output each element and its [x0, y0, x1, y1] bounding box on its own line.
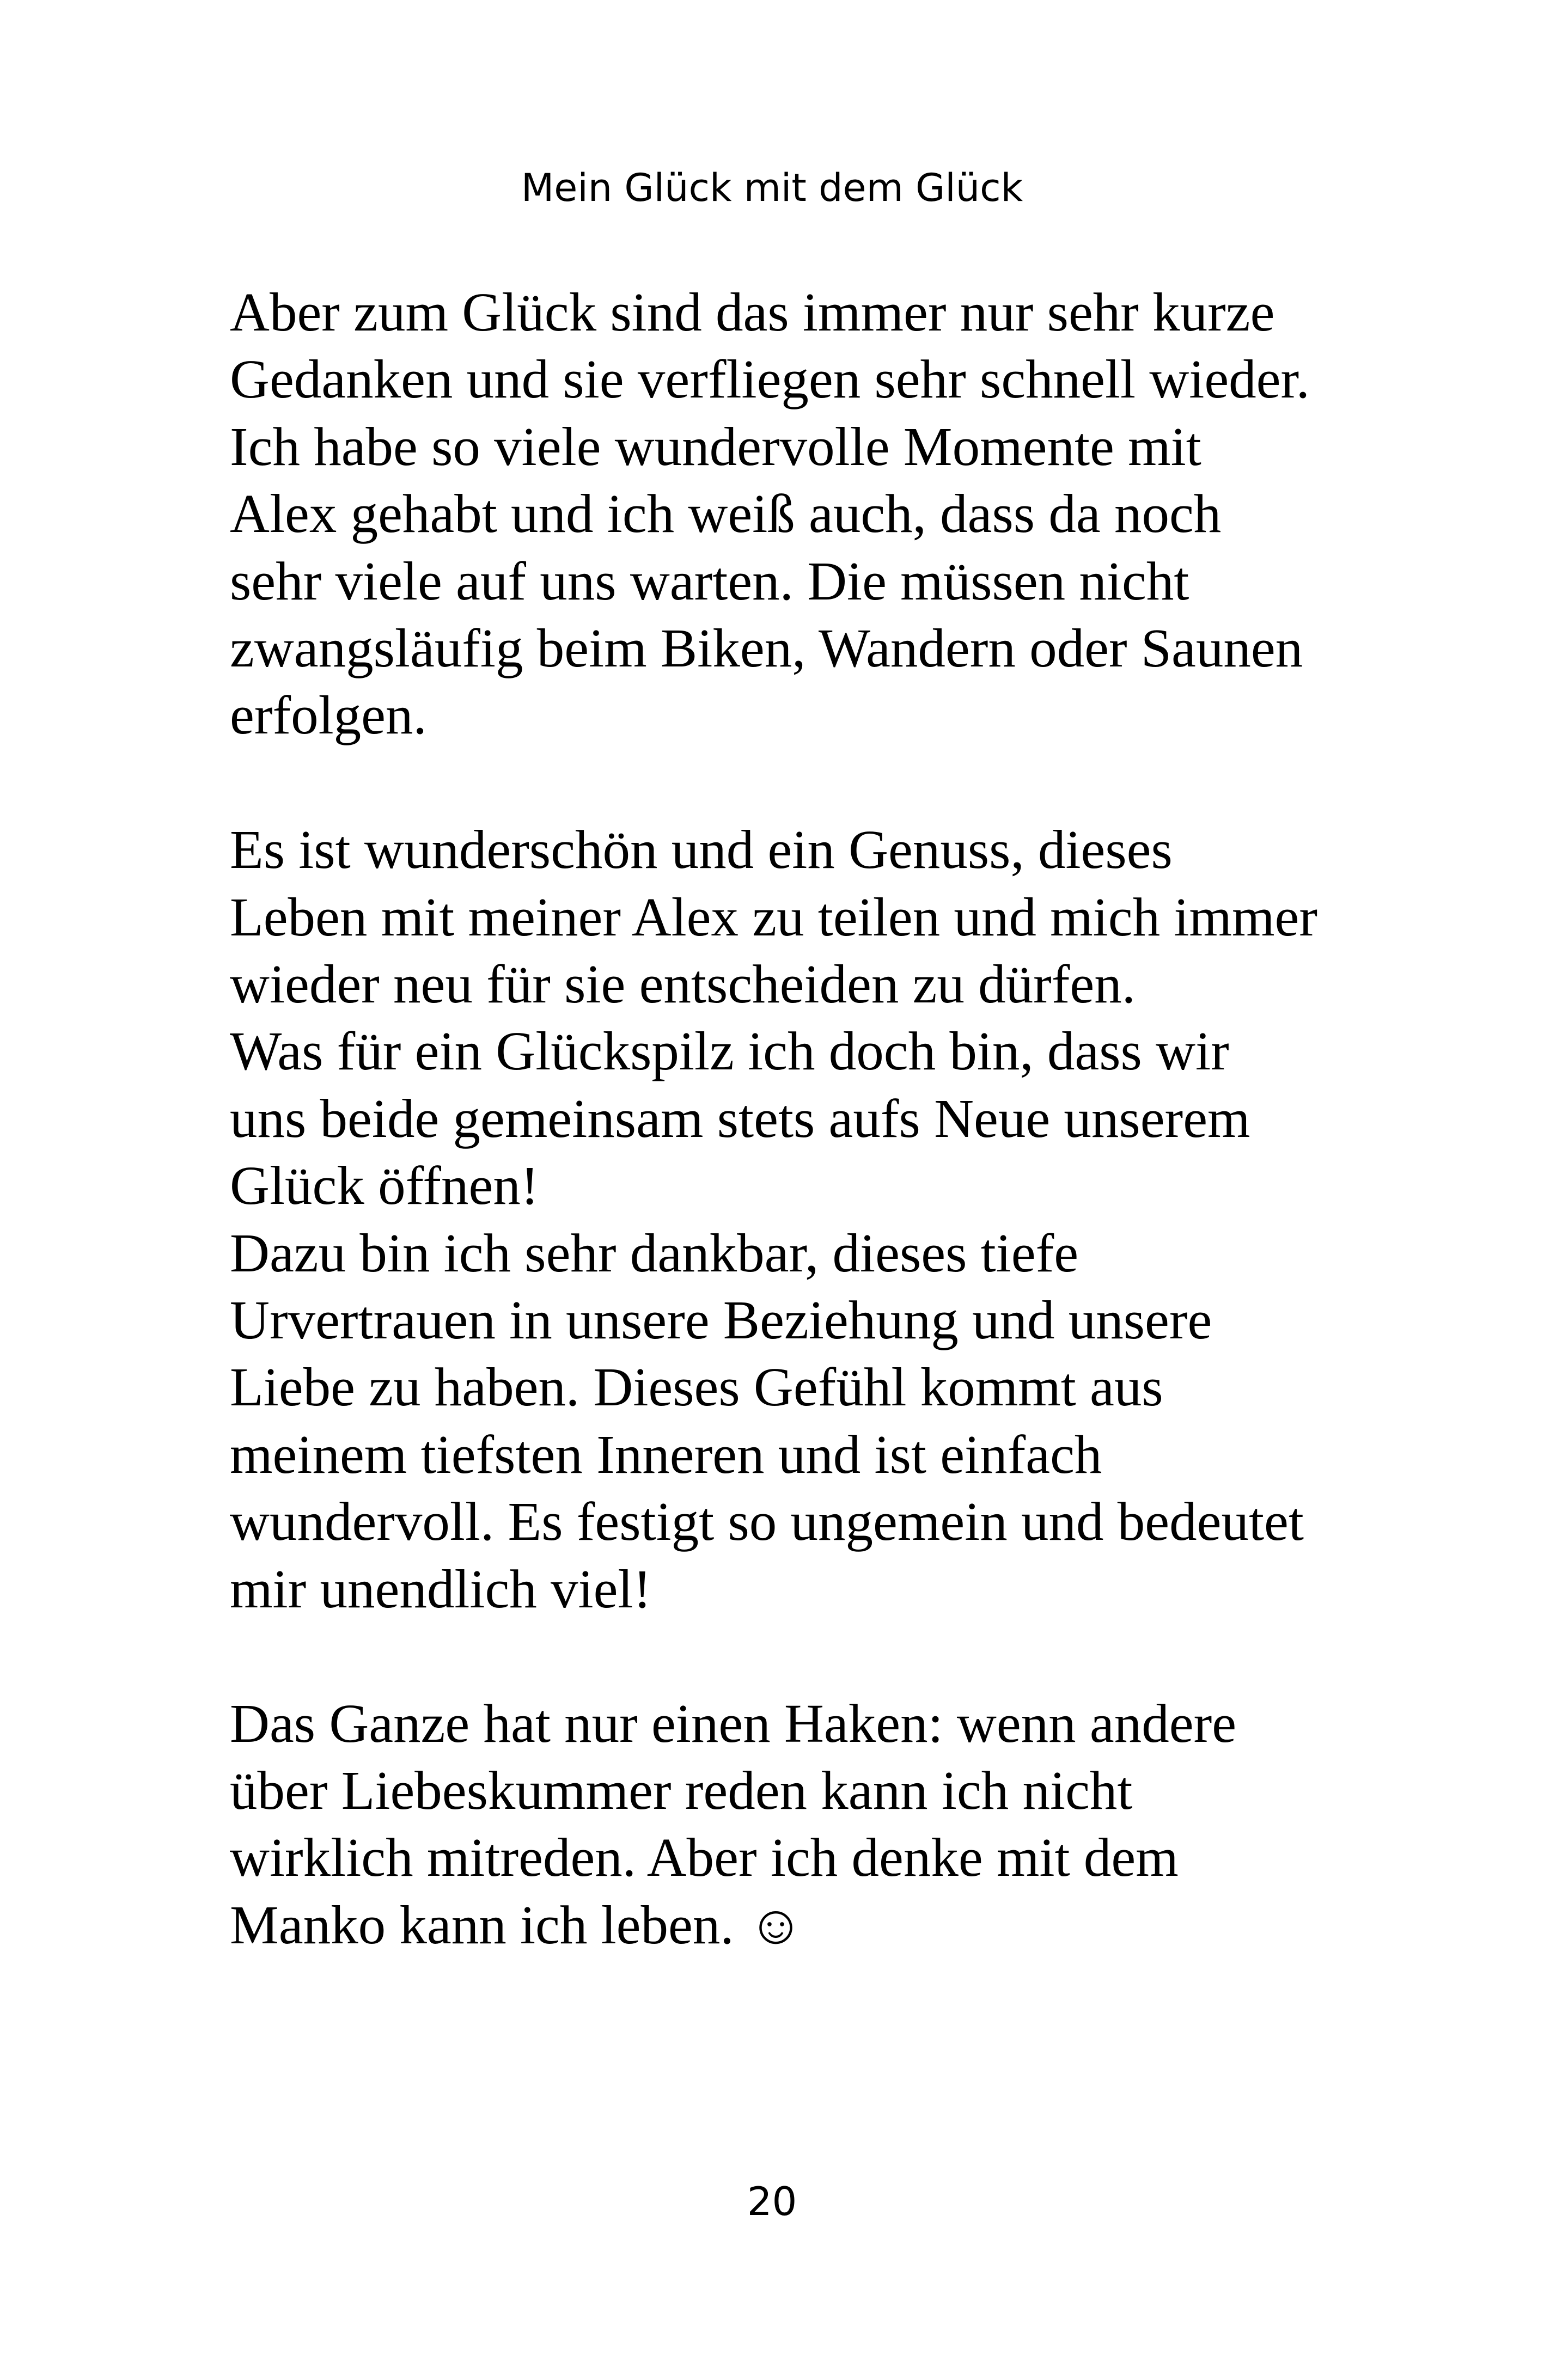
text-line: Alex gehabt und ich weiß auch, dass da noch	[230, 483, 1222, 544]
text-line: uns beide gemeinsam stets aufs Neue unserem	[230, 1087, 1250, 1149]
paragraph	[230, 816, 1352, 1623]
running-header: Mein Glück mit dem Glück	[521, 166, 1023, 210]
paragraph	[230, 279, 1352, 749]
text-line: Glück öffnen!	[230, 1155, 539, 1216]
text-line: Ich habe so viele wundervolle Momente mit	[230, 415, 1201, 477]
paragraph	[230, 1690, 1352, 1959]
page-number: 20	[747, 2179, 797, 2224]
text-line: wieder neu für sie entscheiden zu dürfen.	[230, 953, 1136, 1015]
text-line: Manko kann ich leben. ☺	[230, 1894, 804, 1955]
text-line: Was für ein Glückspilz ich doch bin, dass wir	[230, 1020, 1229, 1082]
text-line: erfolgen.	[230, 684, 427, 746]
text-line: Dazu bin ich sehr dankbar, dieses tiefe	[230, 1222, 1079, 1283]
text-line: zwangsläufig beim Biken, Wandern oder Saunen	[230, 617, 1303, 679]
text-line: Liebe zu haben. Dieses Gefühl kommt aus	[230, 1356, 1163, 1418]
text-line: Es ist wunderschön und ein Genuss, dieses	[230, 819, 1173, 880]
text-line: wirklich mitreden. Aber ich denke mit dem	[230, 1827, 1179, 1888]
text-line: mir unendlich viel!	[230, 1558, 652, 1619]
text-line: Gedanken und sie verfliegen sehr schnell wieder.	[230, 348, 1310, 410]
text-line: meinem tiefsten Inneren und ist einfach	[230, 1423, 1102, 1485]
text-line: Urvertrauen in unsere Beziehung und unsere	[230, 1289, 1212, 1351]
text-line: Aber zum Glück sind das immer nur sehr kurze	[230, 282, 1275, 342]
text-line: sehr viele auf uns warten. Die müssen nicht	[230, 550, 1189, 611]
text-line: Leben mit meiner Alex zu teilen und mich immer	[230, 886, 1317, 947]
body-text	[230, 279, 1352, 1959]
text-line: Das Ganze hat nur einen Haken: wenn andere	[230, 1692, 1237, 1754]
text-line: wundervoll. Es festigt so ungemein und bedeutet	[230, 1491, 1304, 1552]
text-line: über Liebeskummer reden kann ich nicht	[230, 1759, 1133, 1821]
